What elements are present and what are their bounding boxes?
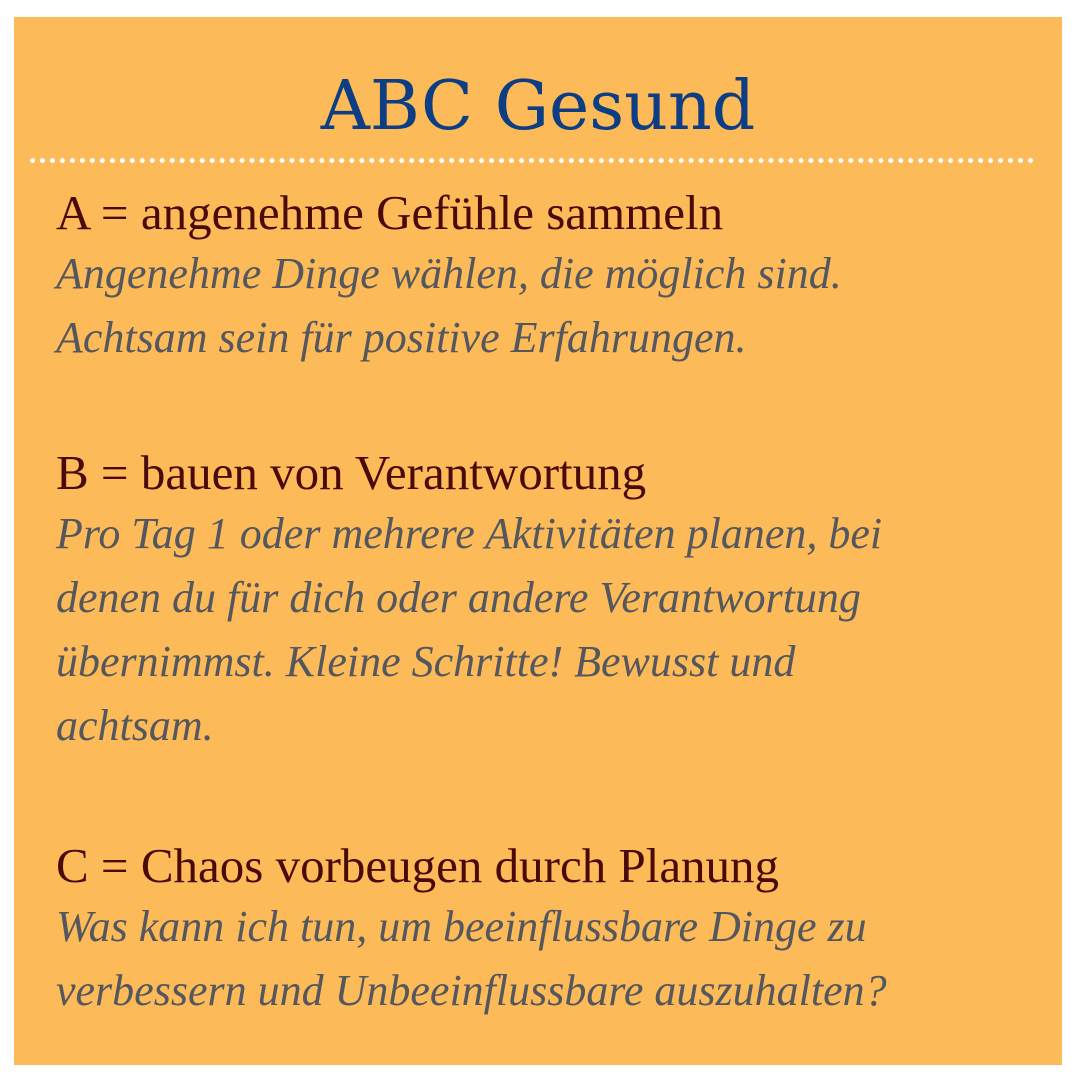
section-b-text bbox=[56, 502, 1046, 758]
card-title: ABC Gesund bbox=[320, 67, 756, 146]
section-b-heading: B = bauen von Verantwortung bbox=[56, 445, 647, 500]
section-c-line: Was kann ich tun, um beeinflussbare Dinge zu bbox=[56, 902, 867, 951]
section-b bbox=[56, 444, 1046, 758]
section-a-heading: A = angenehme Gefühle sammeln bbox=[56, 185, 724, 240]
section-c-line: verbessern und Unbeeinflussbare auszuhalten? bbox=[56, 966, 887, 1015]
abc-card bbox=[14, 17, 1062, 1065]
section-b-line: Pro Tag 1 oder mehrere Aktivitäten planen, bei bbox=[56, 509, 883, 558]
dotted-divider bbox=[30, 158, 1034, 163]
section-a-text bbox=[56, 242, 1046, 370]
section-b-line: übernimmst. Kleine Schritte! Bewusst und bbox=[56, 637, 796, 686]
section-a-line: Angenehme Dinge wählen, die möglich sind. bbox=[56, 249, 842, 298]
section-a-line: Achtsam sein für positive Erfahrungen. bbox=[56, 313, 747, 362]
section-a bbox=[56, 184, 1046, 370]
section-c-text bbox=[56, 895, 1046, 1023]
section-c bbox=[56, 837, 1046, 1023]
section-c-heading: C = Chaos vorbeugen durch Planung bbox=[56, 838, 780, 893]
section-b-line: denen du für dich oder andere Verantwortung bbox=[56, 573, 861, 622]
section-b-line: achtsam. bbox=[56, 701, 214, 750]
